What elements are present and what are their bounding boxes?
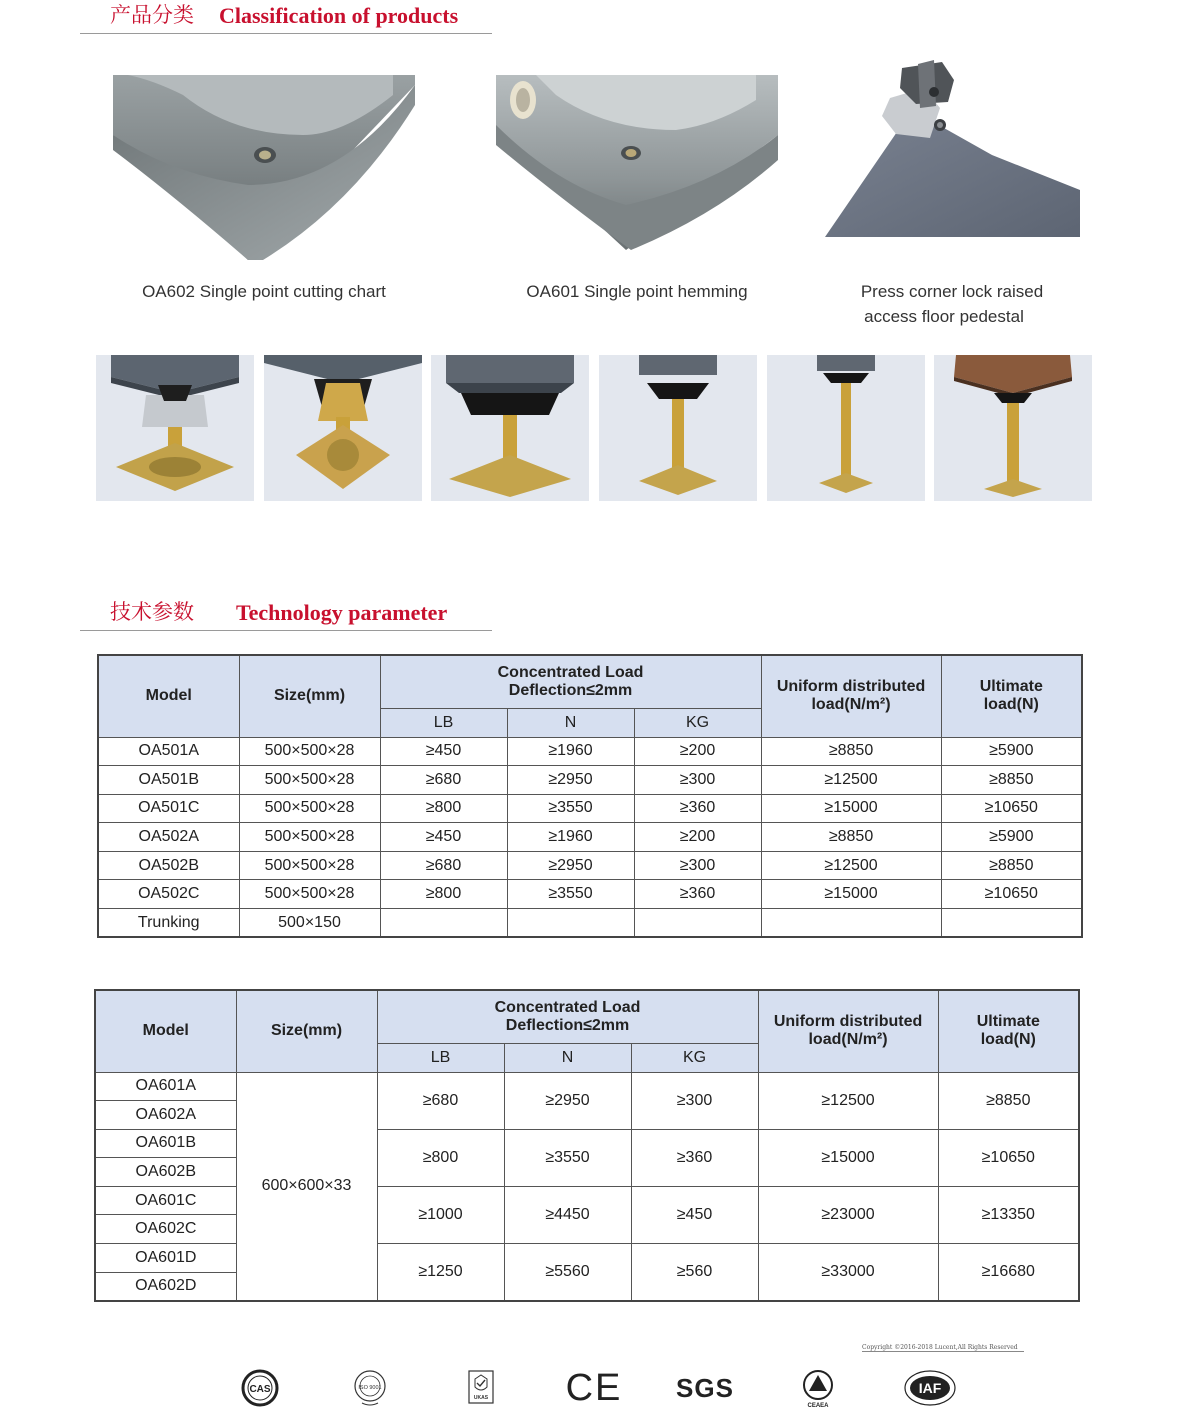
table-cell: ≥200 — [634, 823, 761, 852]
ukas-logo — [467, 1368, 495, 1408]
table-row — [95, 1072, 1079, 1101]
table-cell: OA502B — [98, 851, 239, 880]
table-row — [98, 909, 1082, 938]
table-cell: ≥5900 — [941, 823, 1082, 852]
pedestal-thumb-2 — [264, 355, 422, 501]
header-size: Size(mm) — [236, 990, 377, 1072]
table-cell: ≥12500 — [761, 851, 941, 880]
value-cell: ≥5560 — [504, 1244, 631, 1301]
cas-logo-icon — [241, 1369, 279, 1407]
pedestal-thumb-4 — [599, 355, 757, 501]
table-cell: ≥8850 — [761, 823, 941, 852]
table-cell: ≥15000 — [761, 880, 941, 909]
value-cell: ≥4450 — [504, 1186, 631, 1243]
table-cell — [941, 909, 1082, 938]
table-cell: 500×500×28 — [239, 851, 380, 880]
table-cell: ≥360 — [634, 880, 761, 909]
value-cell: ≥23000 — [758, 1186, 938, 1243]
header-lb: LB — [377, 1043, 504, 1072]
header-n: N — [507, 708, 634, 737]
ceaea-logo-icon — [799, 1368, 837, 1408]
table-cell — [507, 909, 634, 938]
pedestal-thumb-6 — [934, 355, 1092, 501]
header-kg: KG — [634, 708, 761, 737]
ceaea-logo — [799, 1368, 837, 1408]
table-cell: ≥200 — [634, 737, 761, 766]
table-cell: ≥680 — [380, 766, 507, 795]
ukas-logo-text: UKAS — [473, 1395, 489, 1401]
model-cell: OA602A — [95, 1101, 236, 1130]
model-cell: OA602B — [95, 1158, 236, 1187]
value-cell: ≥16680 — [938, 1244, 1079, 1301]
oa602-caption: OA602 Single point cutting chart — [142, 282, 386, 301]
header-concentrated-load: Concentrated Load Deflection≤2mm — [377, 990, 758, 1043]
table-cell: ≥1960 — [507, 823, 634, 852]
table-cell: ≥450 — [380, 823, 507, 852]
iso-9001-logo-icon — [352, 1369, 388, 1407]
table-row — [98, 766, 1082, 795]
value-cell: ≥680 — [377, 1072, 504, 1129]
table-cell: ≥300 — [634, 766, 761, 795]
oa601-caption: OA601 Single point hemming — [526, 282, 748, 301]
table-cell: OA501A — [98, 737, 239, 766]
table-cell: ≥10650 — [941, 880, 1082, 909]
spec-table-600-body — [95, 1072, 1079, 1301]
table-row — [98, 823, 1082, 852]
model-cell: OA602D — [95, 1272, 236, 1301]
table-cell: ≥3550 — [507, 880, 634, 909]
value-cell: ≥1250 — [377, 1244, 504, 1301]
classification-heading — [80, 0, 492, 34]
table-cell: 500×500×28 — [239, 737, 380, 766]
product-oa602 — [113, 75, 415, 335]
table-cell — [634, 909, 761, 938]
pedestal-thumb-1 — [96, 355, 254, 501]
value-cell: ≥360 — [631, 1129, 758, 1186]
ce-logo — [565, 1367, 623, 1409]
header-n: N — [504, 1043, 631, 1072]
pedestal-thumb-3 — [431, 355, 589, 501]
table-cell: OA502A — [98, 823, 239, 852]
header-ultimate-load: Ultimate load(N) — [938, 990, 1079, 1072]
spec-table-500-body — [98, 737, 1082, 937]
header-concentrated-load: Concentrated Load Deflection≤2mm — [380, 655, 761, 708]
value-cell: ≥8850 — [938, 1072, 1079, 1129]
sgs-logo-text: SGS — [676, 1373, 734, 1403]
model-cell: OA601B — [95, 1129, 236, 1158]
table-cell — [380, 909, 507, 938]
sgs-logo — [668, 1368, 742, 1408]
model-cell: OA601A — [95, 1072, 236, 1101]
copyright-text: Copyright ©2016-2018 Lucent,All Rights Reserved — [862, 1344, 1024, 1352]
cas-logo-text: CAS — [249, 1384, 271, 1395]
table-cell: ≥680 — [380, 851, 507, 880]
table-row — [98, 851, 1082, 880]
table-cell: ≥2950 — [507, 766, 634, 795]
ukas-logo-icon — [467, 1369, 495, 1407]
model-cell: OA602C — [95, 1215, 236, 1244]
table-cell: ≥800 — [380, 880, 507, 909]
table-cell: OA502C — [98, 880, 239, 909]
header-kg: KG — [631, 1043, 758, 1072]
table-cell: ≥5900 — [941, 737, 1082, 766]
table-cell: OA501B — [98, 766, 239, 795]
header-size: Size(mm) — [239, 655, 380, 737]
header-model: Model — [98, 655, 239, 737]
value-cell: ≥2950 — [504, 1072, 631, 1129]
iso-9001-logo — [352, 1368, 388, 1408]
table-cell: ≥12500 — [761, 766, 941, 795]
table-cell: ≥300 — [634, 851, 761, 880]
table-row — [98, 794, 1082, 823]
table-cell: Trunking — [98, 909, 239, 938]
table-cell: ≥800 — [380, 794, 507, 823]
corner-lock-pedestal-photo — [822, 60, 1082, 240]
technology-title-en: Technology parameter — [236, 600, 448, 625]
product-oa601 — [496, 75, 778, 335]
ce-logo-text: CE — [565, 1367, 623, 1409]
table-cell: ≥10650 — [941, 794, 1082, 823]
pedestal-caption-line2: access floor pedestal — [864, 307, 1024, 326]
iaf-logo-icon — [903, 1369, 957, 1407]
value-cell: ≥1000 — [377, 1186, 504, 1243]
table-cell: 500×150 — [239, 909, 380, 938]
model-cell: OA601C — [95, 1186, 236, 1215]
size-cell: 600×600×33 — [236, 1072, 377, 1301]
iaf-logo-text: IAF — [918, 1380, 942, 1396]
table-cell: ≥1960 — [507, 737, 634, 766]
classification-title-cn: 产品分类 — [110, 3, 194, 27]
value-cell: ≥450 — [631, 1186, 758, 1243]
pedestal-thumb-5 — [767, 355, 925, 501]
table-cell: 500×500×28 — [239, 823, 380, 852]
table-cell: 500×500×28 — [239, 766, 380, 795]
model-cell: OA601D — [95, 1244, 236, 1273]
value-cell: ≥300 — [631, 1072, 758, 1129]
table-cell: ≥3550 — [507, 794, 634, 823]
header-uniform-load: Uniform distributed load(N/m²) — [758, 990, 938, 1072]
table-cell: 500×500×28 — [239, 794, 380, 823]
technology-heading — [80, 597, 492, 631]
technology-title-cn: 技术参数 — [110, 600, 194, 624]
table-cell: ≥8850 — [941, 851, 1082, 880]
table-cell: ≥2950 — [507, 851, 634, 880]
value-cell: ≥33000 — [758, 1244, 938, 1301]
value-cell: ≥3550 — [504, 1129, 631, 1186]
value-cell: ≥15000 — [758, 1129, 938, 1186]
table-row — [98, 737, 1082, 766]
table-row — [98, 880, 1082, 909]
table-cell: ≥450 — [380, 737, 507, 766]
header-uniform-load: Uniform distributed load(N/m²) — [761, 655, 941, 737]
table-cell: OA501C — [98, 794, 239, 823]
iso-logo-text: ISO 9001 — [358, 1385, 382, 1391]
table-cell: ≥15000 — [761, 794, 941, 823]
cas-logo — [241, 1368, 279, 1408]
classification-title-en: Classification of products — [219, 3, 459, 28]
value-cell: ≥13350 — [938, 1186, 1079, 1243]
iaf-logo — [903, 1368, 957, 1408]
oa601-panel-corner-photo — [496, 75, 778, 260]
value-cell: ≥12500 — [758, 1072, 938, 1129]
value-cell: ≥10650 — [938, 1129, 1079, 1186]
spec-table-600 — [94, 989, 1080, 1302]
header-model: Model — [95, 990, 236, 1072]
table-cell: ≥360 — [634, 794, 761, 823]
header-ultimate-load: Ultimate load(N) — [941, 655, 1082, 737]
pedestal-caption-line1: Press corner lock raised — [860, 282, 1044, 301]
table-cell: ≥8850 — [941, 766, 1082, 795]
spec-table-500 — [97, 654, 1083, 938]
table-cell — [761, 909, 941, 938]
table-cell: 500×500×28 — [239, 880, 380, 909]
ceaea-logo-text: CEAEA — [807, 1403, 829, 1408]
header-lb: LB — [380, 708, 507, 737]
oa602-panel-corner-photo — [113, 75, 415, 260]
product-pedestal — [822, 60, 1082, 335]
value-cell: ≥560 — [631, 1244, 758, 1301]
value-cell: ≥800 — [377, 1129, 504, 1186]
table-cell: ≥8850 — [761, 737, 941, 766]
